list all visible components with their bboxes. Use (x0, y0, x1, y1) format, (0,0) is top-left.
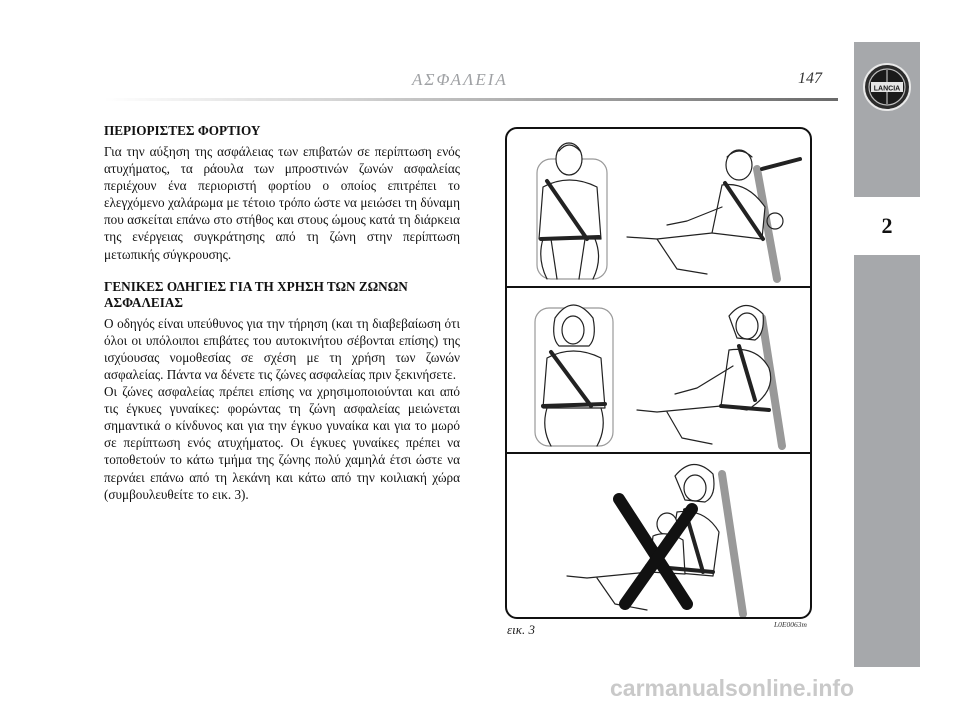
lancia-logo-icon (862, 62, 912, 112)
side-tab (854, 42, 920, 667)
figure-code: L0E0063m (774, 620, 807, 629)
section-heading: ΓΕΝΙΚΕΣ ΟΔΗΓΙΕΣ ΓΙΑ ΤΗ ΧΡΗΣΗ ΤΩΝ ΖΩΝΩΝ ΑΣΦΑΛΕΙΑΣ (104, 278, 408, 310)
text-column (104, 123, 460, 503)
paragraph: Ο οδηγός είναι υπεύθυνος για την τήρηση (και τη διαβεβαίωση ότι όλοι οι υπόλοιποι επιβάτες του αυτοκινήτου σέβονται επίσης) της ισχύουσας νομοθεσίας σε σχέση με τη χρήση των ζωνών ασφαλείας. Πάντα να δένετε τις ζώνες ασφαλείας πριν ξεκινήσετε. (104, 315, 460, 382)
section-title: ΑΣΦΑΛΕΙΑ (412, 70, 508, 89)
svg-text:LANCIA: LANCIA (873, 85, 901, 93)
watermark: carmanualsonline.info (610, 675, 855, 701)
woman-with-child-crossed-illustration (507, 454, 810, 617)
paragraph: Για την αύξηση της ασφάλειας των επιβατών σε περίπτωση ενός ατυχήματος, τα ράουλα των μπροστινών ζωνών ασφαλείας περιέχουν ένα περιοριστή φορτίου ο οποίος επιτρέπει το ελεγχόμενο χαλάρωμα με τέτοιο τρόπο ώστε να μειώσει τη δύναμη που ασκείται επάνω στο στήθος και στους ώμους κατά τη διάρκεια της ενέργειας συγκράτησης από τη ζώνη στην περίπτωση μετωπικής σύγκρουσης. (104, 144, 460, 262)
section-heading: ΠΕΡΙΟΡΙΣΤΕΣ ΦΟΡΤΙΟΥ (104, 123, 261, 138)
header-rule (104, 98, 838, 101)
figure-caption: εικ. 3 (507, 622, 535, 637)
page-number: 147 (798, 70, 822, 87)
seated-man-belt-illustration (507, 129, 810, 286)
seated-woman-belt-illustration (507, 288, 810, 452)
paragraph: Οι ζώνες ασφαλείας πρέπει επίσης να χρησιμοποιούνται και από τις έγκυες γυναίκες: φορώντας τη ζώνη ασφαλείας μειώνεται σημαντικά ο κίνδυνος και για την έγκυο γυναίκα και για το μωρό σε περίπτωση ενός ατυχήματος. Οι έγκυες γυναίκες πρέπει να τοποθετούν το κάτω τμήμα της ζώνης πολύ χαμηλά έτσι ώστε να περνάει επάνω από τη λεκάνη και κάτω από την κοιλιακή χώρα (συμβουλευθείτε το εικ. 3). (104, 384, 460, 502)
chapter-number[interactable]: 2 (854, 197, 920, 255)
figure-frame (505, 127, 812, 619)
